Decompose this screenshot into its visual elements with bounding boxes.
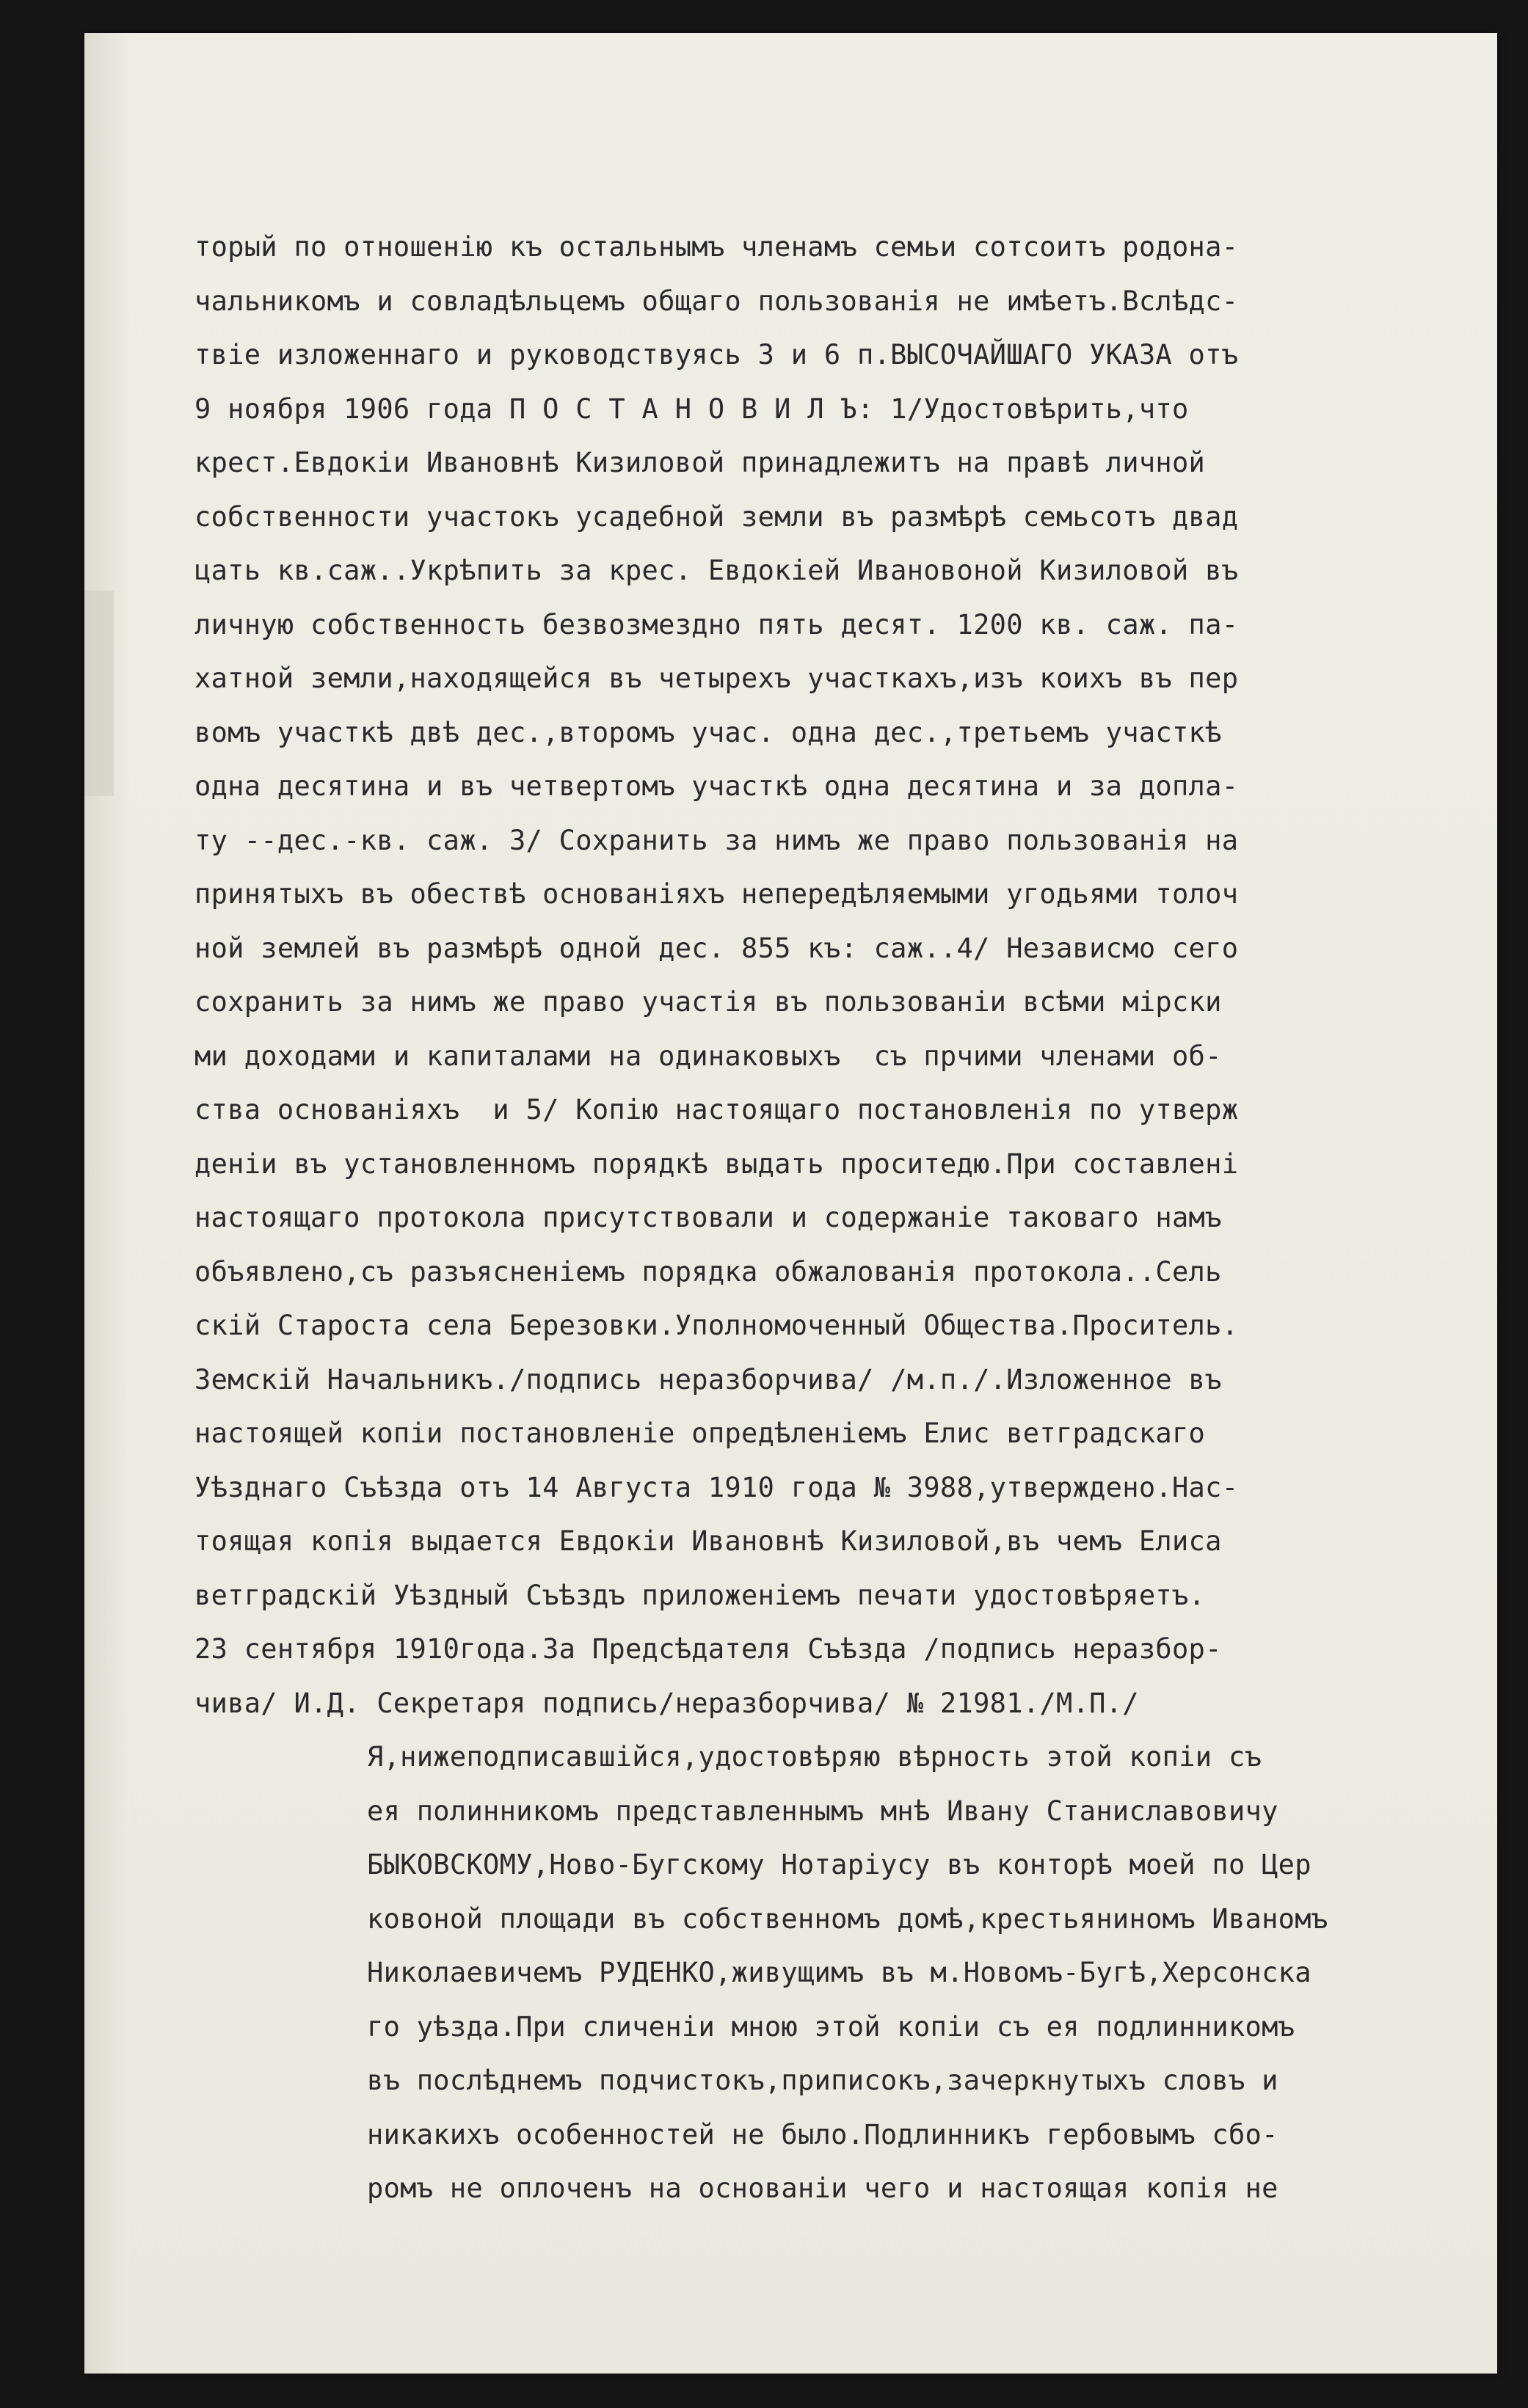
notary-certification-text — [194, 1730, 1442, 2216]
text-line: настоящей копіи постановленіе опредѣленіемъ Елис ветградскаго — [194, 1418, 1206, 1449]
text-line: Уѣзднаго Съѣзда отъ 14 Августа 1910 года № 3988,утверждено.Нас- — [194, 1471, 1239, 1503]
text-line: ея полинникомъ представленнымъ мнѣ Ивану Станиславовичу — [367, 1795, 1278, 1827]
text-line: Земскій Начальникъ./подпись неразборчива/ /м.п./.Изложенное въ — [194, 1363, 1222, 1395]
text-line: ми доходами и капиталами на одинаковыхъ съ прчими членами об- — [194, 1040, 1222, 1072]
text-line: ромъ не оплоченъ на основаніи чего и настоящая копія не — [367, 2172, 1278, 2204]
text-line: 9 ноября 1906 года П О С Т А Н О В И Л Ъ: 1/Удостовѣрить,что — [194, 393, 1189, 425]
text-line: го уѣзда.При сличеніи мною этой копіи съ ея подлинникомъ — [367, 2010, 1295, 2043]
text-line: настоящаго протокола присутствовали и содержаніе таковаго намъ — [194, 1202, 1222, 1233]
text-line: вомъ участкѣ двѣ дес.,второмъ учас. одна дес.,третьемъ участкѣ — [194, 716, 1222, 748]
text-line: цать кв.саж..Укрѣпить за крес. Евдокіей Ивановоной Кизиловой въ — [194, 555, 1239, 586]
paper-fold-shadow — [84, 33, 128, 2374]
resolution-text — [194, 220, 1442, 1730]
text-line: тоящая копія выдается Евдокіи Ивановнѣ Кизиловой,въ чемъ Елиса — [194, 1525, 1222, 1557]
text-line: скій Староста села Березовки.Уполномоченный Общества.Проситель. — [194, 1310, 1239, 1341]
typewritten-text — [194, 220, 1442, 2216]
text-line: 23 сентября 1910года.За Предсѣдателя Съѣзда /подпись неразбор- — [194, 1633, 1222, 1665]
text-line: Я,нижеподписавшійся,удостовѣряю вѣрность этой копіи съ — [367, 1741, 1262, 1773]
paper-worn-edge — [84, 591, 114, 796]
text-line: чальникомъ и совладѣльцемъ общаго пользованія не имѣетъ.Вслѣдс- — [194, 285, 1239, 317]
text-line: хатной земли,находящейся въ четырехъ участкахъ,изъ коихъ въ пер — [194, 663, 1239, 694]
text-line: объявлено,съ разъясненіемъ порядка обжалованія протокола..Сель — [194, 1255, 1222, 1288]
text-line: ковоной площади въ собственномъ домѣ,крестьяниномъ Иваномъ — [367, 1902, 1328, 1935]
text-line: БЫКОВСКОМУ,Ново-Бугскому Нотаріусу въ конторѣ моей по Цер — [367, 1849, 1311, 1880]
text-line: ной землей въ размѣрѣ одной дес. 855 къ: саж..4/ Независмо сего — [194, 932, 1239, 964]
text-line: ства основаніяхъ и 5/ Копію настоящаго постановленія по утверж — [194, 1094, 1239, 1125]
text-line: собственности участокъ усадебной земли въ размѣрѣ семьсотъ двад — [194, 500, 1239, 533]
text-line: чива/ И.Д. Секретаря подпись/неразборчива/ № 21981./М.П./ — [194, 1687, 1139, 1719]
text-line: сохранить за нимъ же право участія въ пользованіи всѣми мірски — [194, 986, 1222, 1018]
text-line: ветградскій Уѣздный Съѣздъ приложеніемъ печати удостовѣряетъ. — [194, 1579, 1206, 1611]
text-line: Николаевичемъ РУДЕНКО,живущимъ въ м.Новомъ-Бугѣ,Херсонска — [367, 1957, 1311, 1988]
text-line: деніи въ установленномъ порядкѣ выдать проситедю.При составлені — [194, 1148, 1239, 1180]
text-line: одна десятина и въ четвертомъ участкѣ одна десятина и за допла- — [194, 770, 1239, 802]
text-line: торый по отношенію къ остальнымъ членамъ семьи сотсоитъ родона- — [194, 231, 1239, 263]
text-line: твіе изложеннаго и руководствуясь 3 и 6 п.ВЫСОЧАЙШАГО УКАЗА отъ — [194, 339, 1239, 371]
text-line: въ послѣднемъ подчистокъ,приписокъ,зачеркнутыхъ словъ и — [367, 2065, 1278, 2096]
text-line: крест.Евдокіи Ивановнѣ Кизиловой принадлежитъ на правѣ личной — [194, 447, 1206, 478]
text-line: принятыхъ въ обествѣ основаніяхъ непередѣляемыми угодьями толоч — [194, 878, 1239, 910]
text-line: ту --дес.-кв. саж. 3/ Сохранить за нимъ же право пользованія на — [194, 824, 1239, 856]
text-line: личную собственность безвозмездно пять десят. 1200 кв. саж. па- — [194, 608, 1239, 641]
text-line: никакихъ особенностей не было.Подлинникъ гербовымъ сбо- — [367, 2118, 1278, 2150]
